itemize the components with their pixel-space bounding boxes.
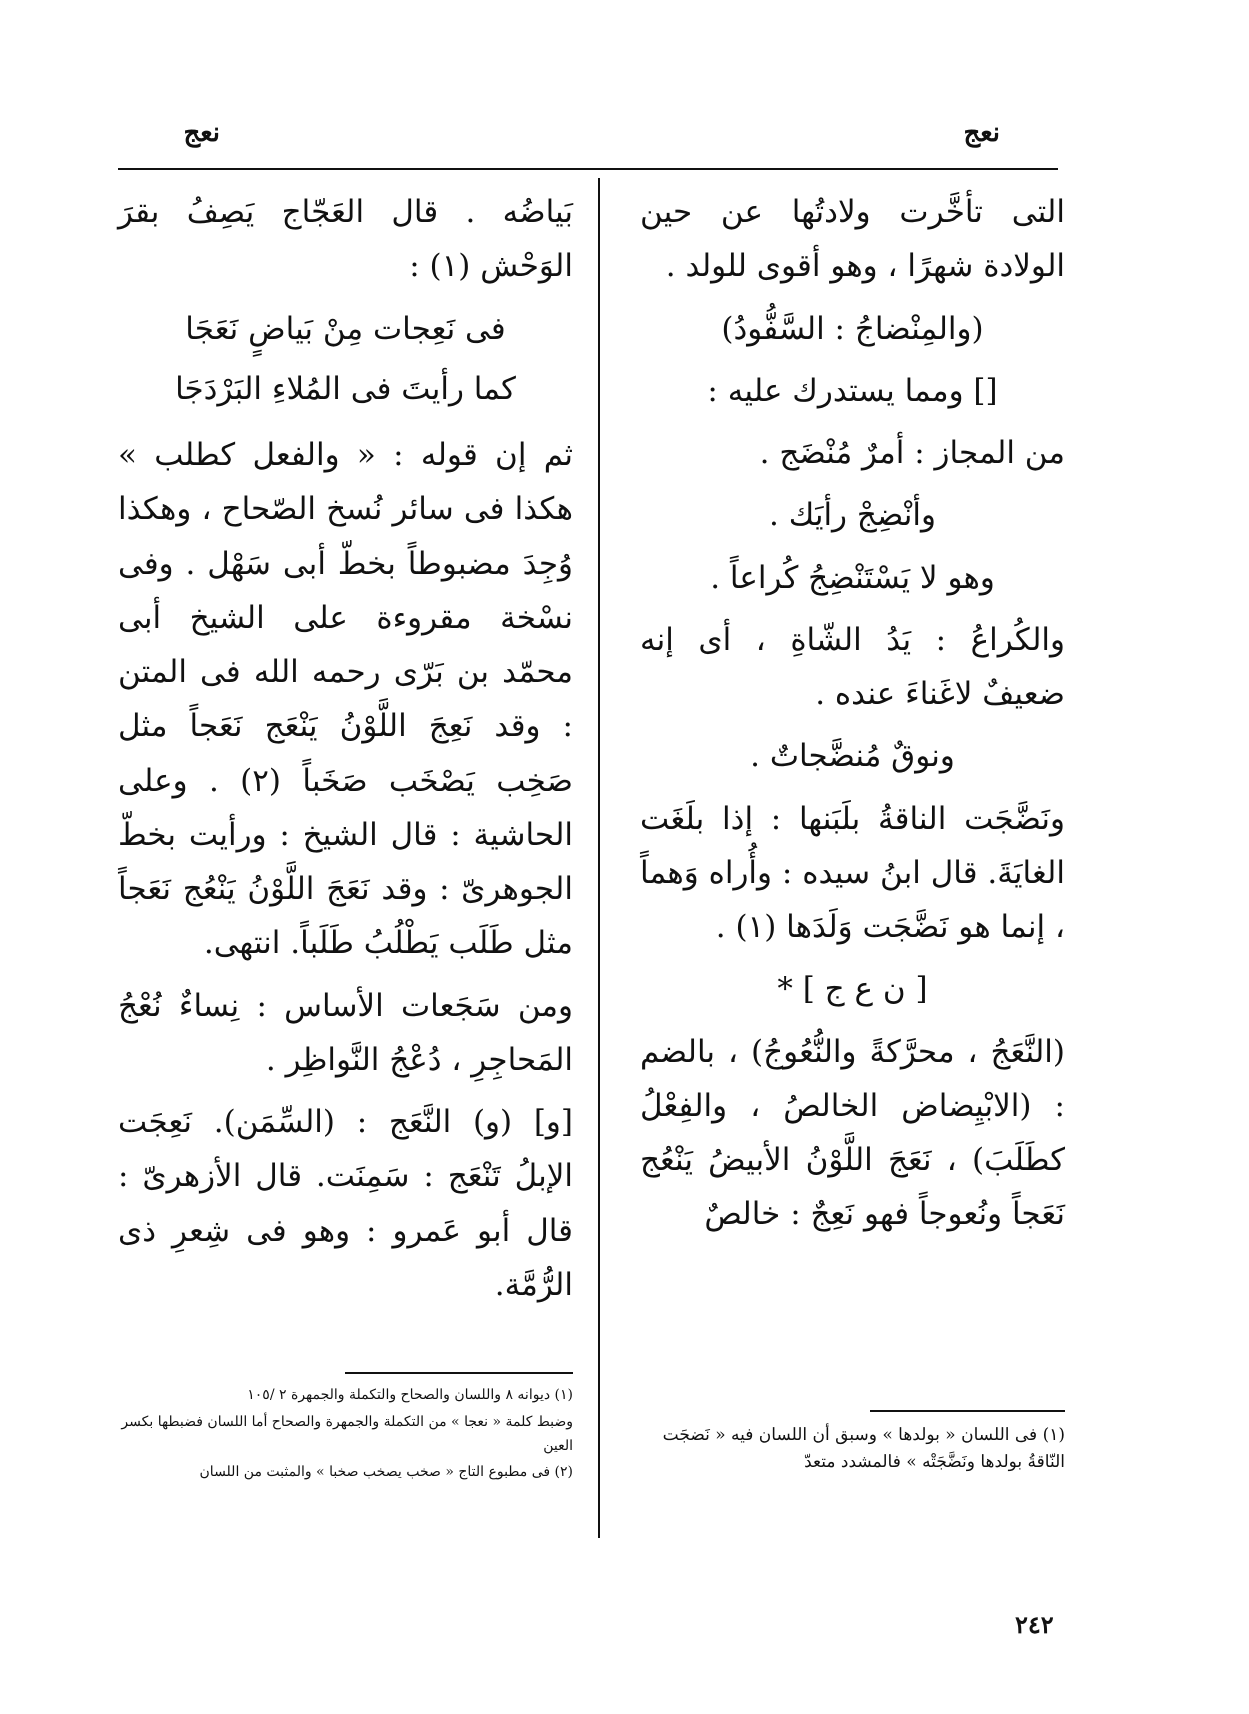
paragraph: ثم إن قوله : « والفعل كطلب » هكذا فى سائر نُسخ الصّحاح ، وهكذا وُجِدَ مضبوطاً بخطّ أبى سَهْل . وفى نسْخة مقروءة على الشيخ أبى محمّد بن بَرّى رحمه الله فى المتن : وقد نَعِجَ اللَّوْنُ يَنْعَج نَعَجاً مثل صَخِب يَصْخَب صَخَباً (٢) . وعلى الحاشية : قال الشيخ : ورأيت بخطّ الجوهرىّ : وقد نَعَجَ اللَّوْنُ يَنْعُج نَعَجاً مثل طَلَب يَطْلُبُ طَلَباً. انتهى.: [118, 437, 573, 962]
paragraph: بَياضُه . قال العَجّاج يَصِفُ بقرَ الوَحْش (١) :: [118, 194, 573, 285]
paragraph: ومن سَجَعات الأساس : نِساءٌ نُعْجُ المَحاجِرِ ، دُعْجُ النَّواظِر .: [118, 987, 573, 1078]
right-column: [640, 185, 1065, 1250]
running-head-left: نعج: [183, 118, 220, 148]
footnote: (١) فى اللسان « بولدها » وسبق أن اللسان فيه « نَضجَت النّاقةُ بولدها ونَضَّجَتْه » فالمشدد متعدّ: [662, 1425, 1065, 1473]
paragraph: [] ومما يستدرك عليه :: [707, 372, 998, 409]
entry-heading: [ ن ع ج ] *: [777, 971, 928, 1008]
paragraph: (والمِنْضاجُ : السَّفُّودُ): [721, 310, 984, 347]
footnote-rule: [870, 1410, 1065, 1412]
paragraph: [و] (و) النَّعَج : (السِّمَن). نَعِجَت الإبلُ تَنْعَج : سَمِنَت. قال الأزهرىّ : قال أبو عَمرو : وهو فى شِعرِ ذى الرُّمَّة.: [118, 1104, 573, 1303]
paragraph: (النَّعَجُ ، محرَّكةً والنُّعُوجُ) ، بالضم : (الابْيِضاض الخالصُ ، والفِعْلُ كطَلَبَ) ، نَعَجَ اللَّوْنُ الأبيضُ يَنْعُج نَعَجاً ونُعوجاً فهو نَعِجٌ : خالصٌ: [640, 1033, 1065, 1233]
footnote: وضبط كلمة « نعجا » من التكملة والجمهرة والصحاح أما اللسان فضبطها بكسر العين: [121, 1413, 573, 1454]
paragraph: وأنْضِجْ رأيَك .: [768, 497, 936, 534]
paragraph: التى تأخَّرت ولادتُها عن حين الولادة شهرًا ، وهو أقوى للولد .: [640, 194, 1065, 285]
left-column: [118, 185, 573, 1320]
paragraph: والكُراعُ : يَدُ الشّاةِ ، أى إنه ضعيفٌ لاغَناءَ عنده .: [640, 621, 1065, 712]
footnote: (١) ديوانه ٨ واللسان والصحاح والتكملة والجمهرة ٢ /١٠٥: [247, 1387, 573, 1403]
paragraph: ونوقٌ مُنضَّجاتٌ .: [750, 738, 955, 775]
running-head-right: نعج: [963, 118, 1000, 148]
paragraph: وهو لا يَسْتَنْضِجُ كُراعاً .: [710, 559, 995, 596]
column-divider: [598, 178, 600, 1538]
paragraph: من المجاز : أمرٌ مُنْضَج .: [759, 435, 1065, 471]
footnotes-left: [118, 1384, 573, 1488]
page-number: ٢٤٢: [1015, 1610, 1054, 1639]
footnotes-right: [650, 1422, 1065, 1479]
footnote: (٢) فى مطبوع التاج « صخب يصخب صخبا » والمثبت من اللسان: [199, 1464, 573, 1481]
verse-line: كما رأيتَ فى المُلاءِ البَرْدَجَا: [175, 370, 516, 407]
paragraph: ونَضَّجَت الناقةُ بلَبَنها : إذا بلَغَت الغايَةَ. قال ابنُ سيده : وأُراه وَهماً ، إنما هو نَضَّجَت وَلَدَها (١) .: [640, 800, 1065, 945]
verse-line: فى نَعِجات مِنْ بَياضٍ نَعَجَا: [185, 310, 506, 347]
poem-verse: [118, 302, 573, 417]
header-rule: [118, 168, 1058, 170]
footnote-rule: [345, 1372, 573, 1374]
